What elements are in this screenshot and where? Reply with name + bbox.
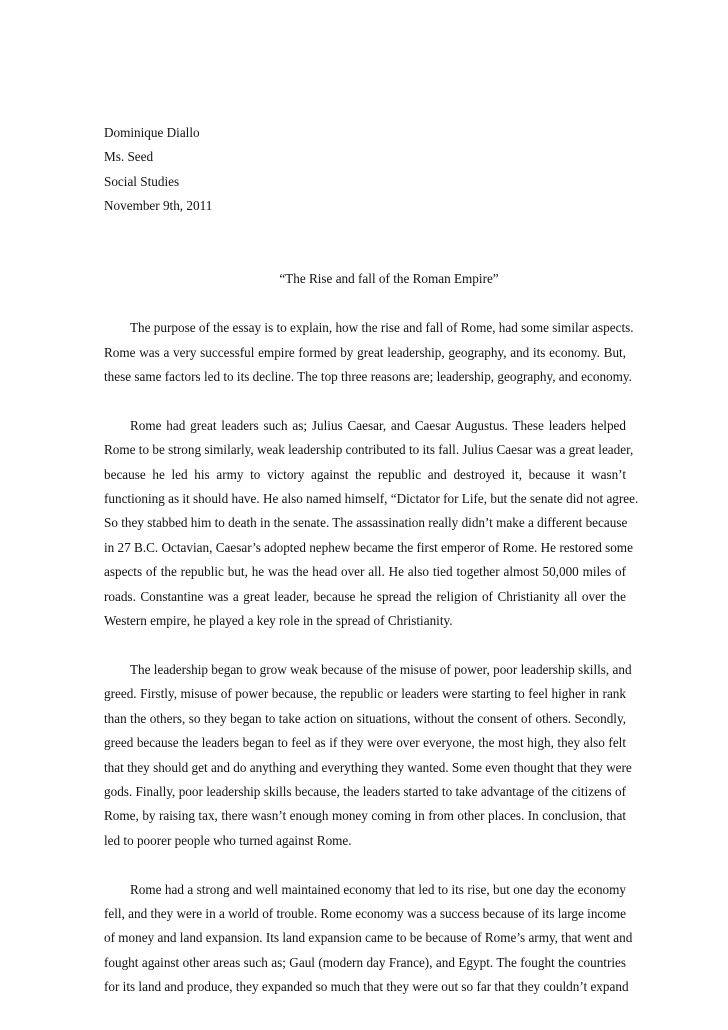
paragraph-line: Rome had great leaders such as; Julius Caesar, and Caesar Augustus. These leaders helped bbox=[130, 417, 626, 433]
essay-body bbox=[104, 121, 639, 1024]
paragraph-line: for its land and produce, they expanded so much that they were out so far that they couldn’t expand bbox=[104, 979, 629, 995]
paragraph-line: fought against other areas such as; Gaul (modern day France), and Egypt. The fought the countries bbox=[104, 954, 626, 970]
paragraph-line: fell, and they were in a world of trouble. Rome economy was a success because of its large income bbox=[104, 905, 626, 921]
essay-paragraphs bbox=[104, 316, 639, 999]
paragraph-line: Rome was a very successful empire formed by great leadership, geography, and its economy. But, bbox=[104, 344, 626, 360]
author-name: Dominique Diallo bbox=[104, 125, 200, 140]
essay-paragraph bbox=[104, 878, 633, 1000]
paragraph-line: Rome to be strong similarly, weak leadership contributed to its fall. Julius Caesar was a great leader, bbox=[104, 442, 634, 458]
paragraph-line: that they should get and do anything and everything they wanted. Some even thought that they were bbox=[104, 759, 632, 775]
teacher-name: Ms. Seed bbox=[104, 149, 154, 165]
essay-header bbox=[104, 121, 626, 219]
paragraph-line: gods. Finally, poor leadership skills because, the leaders started to take advantage of the citizens of bbox=[104, 783, 626, 799]
paragraph-line: because he led his army to victory against the republic and destroyed it, because it wasn’t bbox=[104, 466, 626, 482]
essay-title: “The Rise and fall of the Roman Empire” bbox=[279, 271, 499, 287]
paragraph-line: greed. Firstly, misuse of power because, the republic or leaders were starting to feel higher in rank bbox=[104, 686, 626, 702]
paragraph-line: Western empire, he played a key role in the spread of Christianity. bbox=[104, 613, 453, 629]
essay-paragraph bbox=[104, 316, 634, 389]
essay-date: November 9th, 2011 bbox=[104, 198, 213, 214]
subject-name: Social Studies bbox=[104, 173, 180, 189]
paragraph-line: The purpose of the essay is to explain, how the rise and fall of Rome, had some similar aspects. bbox=[130, 320, 634, 336]
paragraph-line: led to poorer people who turned against Rome. bbox=[104, 832, 352, 848]
paragraph-line: Rome, by raising tax, there wasn’t enough money coming in from other places. In conclusion, that bbox=[104, 808, 626, 824]
paragraph-line: So they stabbed him to death in the senate. The assassination really didn’t make a different because bbox=[104, 515, 628, 531]
paragraph-line: in 27 B.C. Octavian, Caesar’s adopted nephew became the first emperor of Rome. He restored some bbox=[104, 539, 633, 555]
paragraph-line: Rome had a strong and well maintained economy that led to its rise, but one day the economy bbox=[130, 881, 626, 897]
essay-paragraph bbox=[104, 414, 639, 634]
paragraph-line: of money and land expansion. Its land expansion came to be because of Rome’s army, that went and bbox=[104, 930, 633, 946]
paragraph-line: aspects of the republic but, he was the head over all. He also tied together almost 50,000 miles of bbox=[104, 564, 626, 580]
paragraph-line: these same factors led to its decline. The top three reasons are; leadership, geography, and economy. bbox=[104, 369, 632, 385]
essay-paragraph bbox=[104, 658, 632, 853]
paragraph-line: than the others, so they began to take action on situations, without the consent of others. Secondly, bbox=[104, 710, 626, 726]
paragraph-line: greed because the leaders began to feel as if they were over everyone, the most high, they also felt bbox=[104, 735, 626, 751]
paragraph-line: functioning as it should have. He also named himself, “Dictator for Life, but the senate did not agree. bbox=[104, 491, 639, 507]
paragraph-line: The leadership began to grow weak because of the misuse of power, poor leadership skills, and bbox=[130, 661, 632, 677]
paragraph-line: roads. Constantine was a great leader, because he spread the religion of Christianity all over the bbox=[104, 588, 626, 604]
